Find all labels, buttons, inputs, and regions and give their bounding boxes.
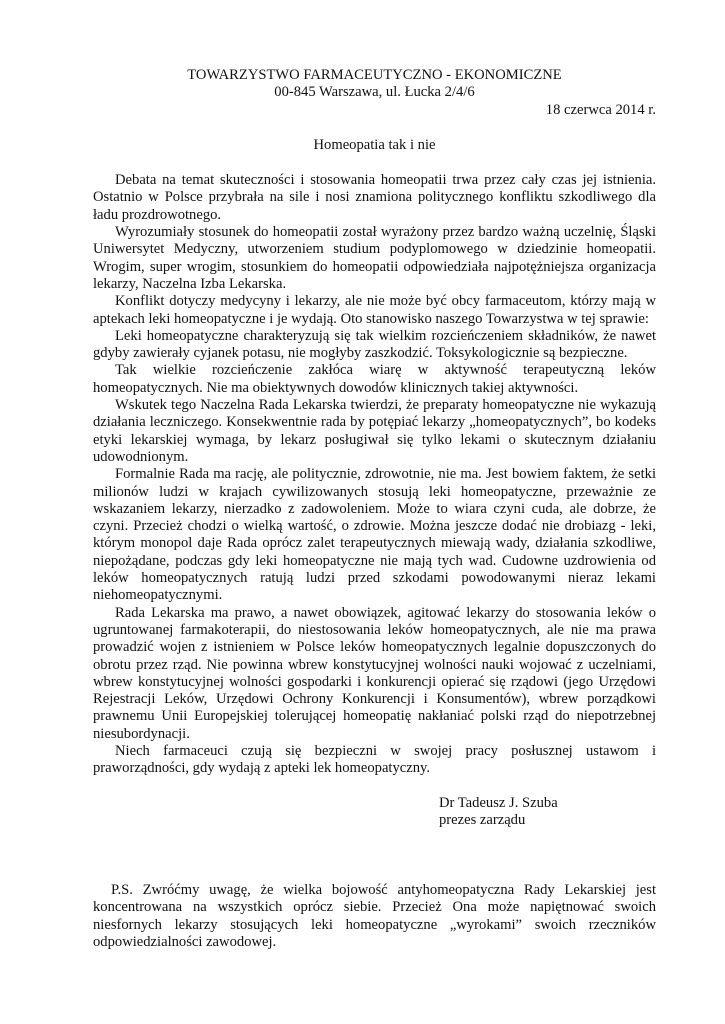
paragraph: Leki homeopatyczne charakteryzują się tak wielkim rozcieńczeniem składników, że nawet gdyby zawierały cyjanek potasu, nie mogłyby zaszkodzić. Toksykologicznie są bezpieczne.	[93, 327, 656, 362]
document-title: Homeopatia tak i nie	[313, 136, 436, 153]
paragraph: Wyrozumiały stosunek do homeopatii został wyrażony przez bardzo ważną uczelnię, Śląski Uniwersytet Medyczny, utworzeniem studium podyplomowego w dziedzinie homeopatii. Wrogim, super wrogim, stosunkiem do homeopatii odpowiedziała najpotężniejsza organizacja lekarzy, Naczelna Izba Lekarska.	[93, 224, 656, 292]
document-page	[93, 67, 656, 966]
paragraph: Rada Lekarska ma prawo, a nawet obowiązek, agitować lekarzy do stosowania leków o ugruntowanej farmakoterapii, do niestosowania leków homeopatycznych, ale nie ma prawa prowadzić wojen z istnieniem w Polsce leków homeopatycznych legalnie dopuszczonych do obrotu przez rząd. Nie powinna wbrew konstytucyjnej wolności nauki wojować z uczelniami, wbrew konstytucyjnej wolności gospodarki i konkurencji opierać się rządowi (jego Urzędowi Rejestracji Leków, Urzędowi Ochrony Konkurencji i Konsumentów), wbrew porządkowi prawnemu Unii Europejskiej tolerującej homeopatię nakłaniać polski rząd do niepotrzebnej niesubordynacji.	[93, 604, 656, 742]
paragraph: Tak wielkie rozcieńczenie zakłóca wiarę w aktywność terapeutyczną leków homeopatycznych. Nie ma obiektywnych dowodów klinicznych takiej aktywności.	[93, 362, 656, 396]
paragraph: Konflikt dotyczy medycyny i lekarzy, ale nie może być obcy farmaceutom, którzy mają w aptekach leki homeopatyczne i je wydają. Oto stanowisko naszego Towarzystwa w tej sprawie:	[93, 293, 656, 327]
paragraph: Debata na temat skuteczności i stosowania homeopatii trwa przez cały czas jej istnienia. Ostatnio w Polsce przybrała na sile i nosi znamiona politycznego konfliktu szkodliwego dla ładu prozdrowotnego.	[93, 172, 656, 223]
organization-name: TOWARZYSTWO FARMACEUTYCZNO - EKONOMICZNE	[187, 67, 562, 83]
signature-role: prezes zarządu	[439, 811, 526, 828]
postscript: P.S. Zwróćmy uwagę, że wielka bojowość antyhomeopatyczna Rady Lekarskiej jest koncentrowana na wszystkich oprócz siebie. Przecież Ona może napiętnować swoich niesfornych lekarzy stosujących leki homeopatyczne „wyrokami” swoich rzeczników odpowiedzialności zawodowej.	[93, 882, 656, 951]
paragraph: Niech farmaceuci czują się bezpieczni w swojej pracy posłusznej ustawom i praworządności, gdy wydają z apteki lek homeopatyczny.	[93, 742, 656, 777]
paragraph: Wskutek tego Naczelna Rada Lekarska twierdzi, że preparaty homeopatyczne nie wykazują działania leczniczego. Konsekwentnie rada by potępiać lekarzy „homeopatycznych”, bo kodeks etyki lekarskiej wymaga, by lekarz posługiwał się tylko lekami o skutecznym działaniu udowodnionym.	[93, 397, 656, 465]
document-body	[93, 172, 656, 777]
signature-block	[439, 795, 656, 830]
document-date: 18 czerwca 2014 r.	[545, 101, 656, 118]
organization-address: 00-845 Warszawa, ul. Łucka 2/4/6	[274, 84, 475, 101]
paragraph: Formalnie Rada ma rację, ale politycznie, zdrowotnie, nie ma. Jest bowiem faktem, że setki milionów ludzi w krajach cywilizowanych stosują leki homeopatyczne, przeważnie ze wskazaniem lekarzy, nierzadko z zadowoleniem. Może to wiara czyni cuda, ale dobrze, że czyni. Przecież chodzi o wielką wartość, o zdrowie. Można jeszcze dodać nie drobiazg - leki, którym monopol daje Rada oprócz zalet terapeutycznych miewają wady, działania szkodliwe, niepożądane, podczas gdy leki homeopatyczne nie mają tych wad. Cudowne uzdrowienia od leków homeopatycznych ratują ludzi przed szkodami powodowanymi nieraz lekami niehomeopatycznymi.	[93, 466, 656, 604]
signature-name: Dr Tadeusz J. Szuba	[439, 794, 558, 811]
